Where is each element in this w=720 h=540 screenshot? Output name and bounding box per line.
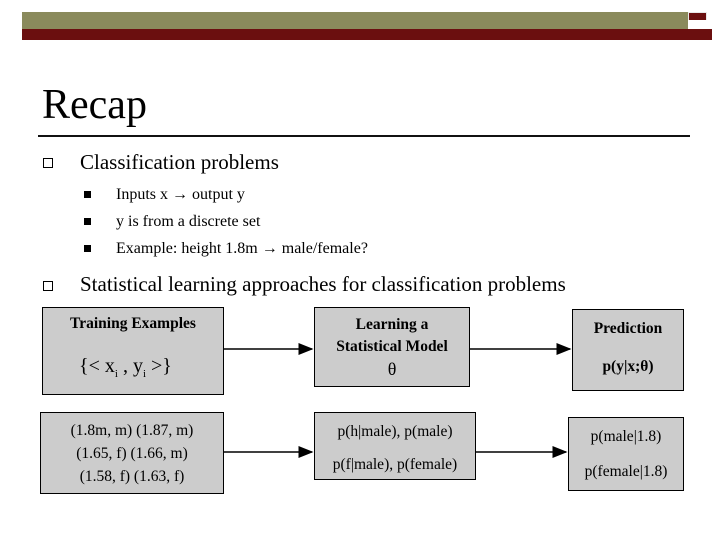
model-param-line: p(h|male), p(male) xyxy=(337,423,453,440)
formula-subscript: i xyxy=(114,368,118,380)
sub-bullet-example: Example: height 1.8m → male/female? xyxy=(116,240,368,257)
learning-line2: Statistical Model xyxy=(336,338,448,355)
example-data-line: (1.8m, m) (1.87, m) xyxy=(70,422,194,439)
sub-bullet-inputs: Inputs x → output y xyxy=(116,186,245,203)
sub-bullet-discrete: y is from a discrete set xyxy=(116,213,261,230)
formula-subscript: i xyxy=(142,368,147,380)
prediction-label: Prediction xyxy=(593,320,663,337)
slide-title: Recap xyxy=(42,82,147,128)
training-examples-label: Training Examples xyxy=(70,315,196,332)
prediction-formula: p(y|x;θ) xyxy=(602,358,654,375)
formula-part: >} xyxy=(146,355,172,377)
model-param-line: p(f|male), p(female) xyxy=(332,456,458,473)
theta-symbol: θ xyxy=(387,359,397,379)
prediction-value: p(female|1.8) xyxy=(584,463,668,480)
prediction-value: p(male|1.8) xyxy=(590,428,662,445)
bullet-classification: Classification problems xyxy=(80,150,279,174)
formula-part: {< x xyxy=(79,355,115,377)
example-data-line: (1.65, f) (1.66, m) xyxy=(76,445,188,462)
example-data-line: (1.58, f) (1.63, f) xyxy=(79,468,185,485)
learning-line1: Learning a xyxy=(355,316,429,333)
bullet-statistical: Statistical learning approaches for classification problems xyxy=(80,272,566,296)
formula-part: , y xyxy=(117,355,143,377)
